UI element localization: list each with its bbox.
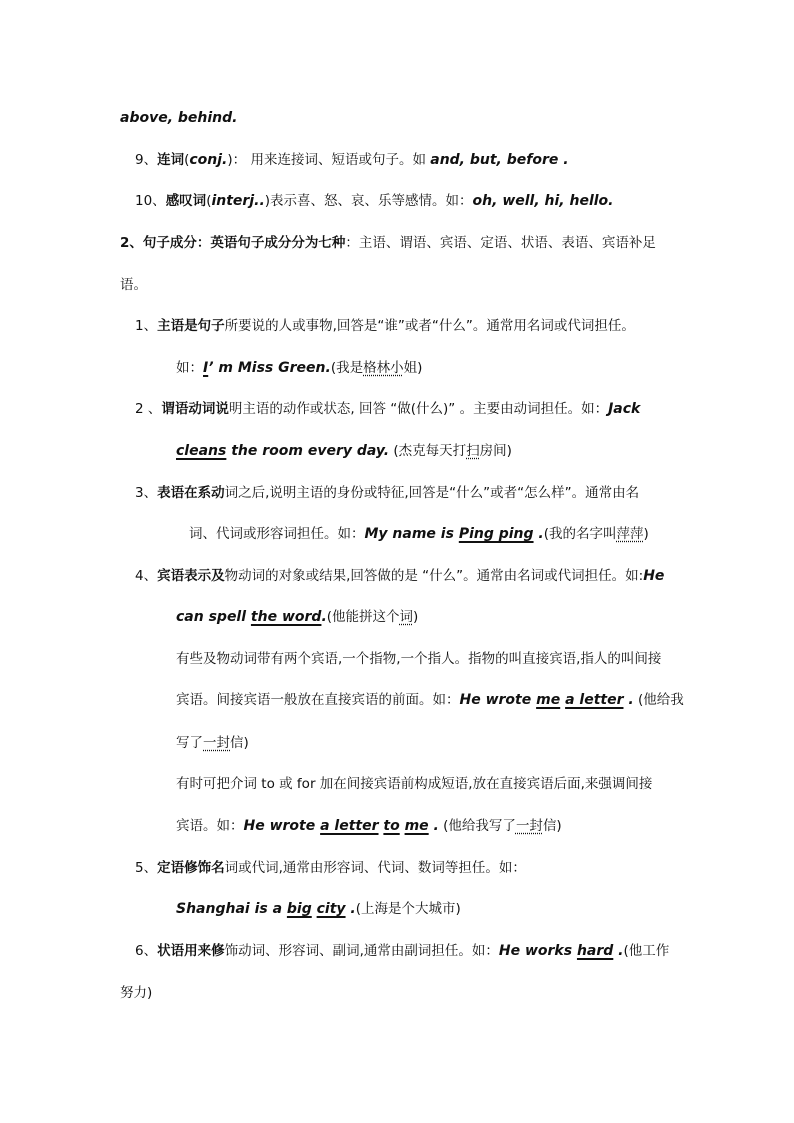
example-line-predicate [176,441,512,461]
definition-text: )： 用来连接词、短语或句子。如 [227,152,431,168]
text-line-conjunction [135,150,569,170]
underlined-indirect-object: me [404,818,429,834]
example-text: Shanghai is a [176,901,287,917]
underlined-object: the word [250,609,322,625]
text-line-preposition-object [176,774,652,794]
translation-text: (他给我写了 [438,818,516,834]
translation-text: (杰克每天打 [389,443,467,459]
example-prefix: 如： [176,360,203,376]
text-line-predicative [135,483,639,503]
example-text: ’ m Miss Green. [208,360,331,376]
definition-text: 明主语的动作或状态, 回答 “做(什么)” 。主要由动词担任。如： [228,401,609,417]
term-adverbial: 状语用来修 [157,943,225,959]
item-number: 5、 [135,860,158,876]
term-object: 宾语表示及 [157,568,225,584]
definition-text: )表示喜、怒、哀、乐等感情。如： [264,193,473,209]
paragraph-text: 宾语。间接宾语一般放在直接宾语的前面。如： [176,692,460,708]
underlined-predicative: Ping ping [458,526,534,542]
text-line-predicate [135,399,640,419]
example-text: the room every day. [226,443,390,459]
english-words: above, behind. [120,110,238,126]
item-number: 1、 [135,318,158,334]
translation-marked: 扫 [466,443,480,459]
underlined-noun: city [316,901,346,917]
paragraph-text: 有时可把介词 to 或 for 加在间接宾语前构成短语,放在直接宾语后面,来强调间接 [176,776,653,792]
translation-text: (他工作 [623,943,670,959]
underlined-direct-object: a letter [320,818,379,834]
example-period: . [533,526,544,542]
item-number: 2 、 [135,401,162,417]
translation-text: (上海是个大城市) [355,901,461,917]
translation-text: (他能拼这个 [326,609,400,625]
text-line-translation-wrap [176,733,249,753]
text-line-adverbial [135,941,669,961]
abbr-interj: interj.. [211,193,265,209]
item-number: 4、 [135,568,158,584]
example-text: He wrote [459,692,537,708]
section-heading: 2、句子成分：英语句子成分分为七种 [120,235,346,251]
underlined-subject: I [203,360,209,376]
example-text: and, but, before . [430,152,569,168]
example-text: He wrote [243,818,321,834]
example-period: . [345,901,356,917]
translation-text: 写了 [176,735,203,751]
example-text: He [643,568,665,584]
example-text: My name is [364,526,459,542]
translation-text: (他给我 [633,692,684,708]
example-text: He works [498,943,577,959]
section-heading-sentence-components [120,233,656,253]
translation-text-end: 房间) [479,443,512,459]
text-line-interjection [135,191,614,211]
example-line-preposition-object [176,816,562,836]
abbr-conj: conj. [189,152,228,168]
underlined-direct-object: a letter [565,692,624,708]
example-text: can spell [176,609,251,625]
example-line-object [176,607,418,627]
translation-text: (我的名字叫 [543,526,617,542]
term-attribute: 定语修饰名 [157,860,225,876]
translation-text: (我是 [330,360,364,376]
translation-marked: 格林小 [363,360,404,376]
translation-text-end: 努力) [120,985,153,1001]
underlined-preposition: to [383,818,400,834]
example-period: . [613,943,624,959]
definition-text: 词、代词或形容词担任。如： [189,526,365,542]
text-line-translation-wrap-2 [120,983,152,1003]
example-line-subject [176,358,422,378]
section-heading-list: ：主语、谓语、宾语、定语、状语、表语、宾语补足 [345,235,656,251]
translation-marked: 一封 [515,818,543,834]
term-predicate: 谓语动词说 [161,401,229,417]
translation-text-end: ) [643,526,649,542]
text-line-wrap [120,275,147,295]
example-period: . [428,818,439,834]
underlined-indirect-object: me [536,692,561,708]
item-number: 10、 [135,193,166,209]
example-period: . [623,692,634,708]
definition-text: 词之后,说明主语的身份或特征,回答是“什么”或者“怎么样”。通常由名 [224,485,640,501]
example-line-indirect-object [176,690,684,710]
definition-text: 所要说的人或事物,回答是“谁”或者“什么”。通常用名词或代词担任。 [224,318,635,334]
translation-marked: 词 [399,609,414,625]
example-line-predicative [189,524,649,544]
paren-open: ( [206,193,212,209]
underlined-predicate: cleans [176,443,227,459]
translation-marked: 萍萍 [616,526,644,542]
text-line-1 [120,108,238,128]
translation-text-end: 信) [542,818,562,834]
text-line-attribute [135,858,526,878]
term-interjection: 感叹词 [165,193,207,209]
item-number: 6、 [135,943,158,959]
underlined-attribute: big [286,901,312,917]
underlined-adverbial: hard [576,943,614,959]
paragraph-text: 宾语。如： [176,818,244,834]
definition-text: 词或代词,通常由形容词、代词、数词等担任。如： [224,860,526,876]
translation-text-end: 姐) [403,360,423,376]
example-line-attribute [176,899,461,919]
example-text: Jack [608,401,641,417]
example-period: . [321,609,327,625]
translation-text-end: ) [413,609,419,625]
item-number: 3、 [135,485,158,501]
example-text: oh, well, hi, hello. [472,193,614,209]
wrapped-text: 语。 [120,277,147,293]
paren-open: ( [184,152,190,168]
text-line-subject [135,316,635,336]
translation-text-end: 信) [230,735,249,751]
definition-text: 物动词的对象或结果,回答做的是 “什么”。通常由名词或代词担任。如: [224,568,644,584]
definition-text: 饰动词、形容词、副词,通常由副词担任。如： [224,943,499,959]
text-line-double-object [176,649,661,669]
translation-marked: 一封 [203,735,230,751]
term-predicative: 表语在系动 [157,485,225,501]
item-number: 9、 [135,152,158,168]
text-line-object [135,566,664,586]
term-conjunction: 连词 [157,152,185,168]
paragraph-text: 有些及物动词带有两个宾语,一个指物,一个指人。指物的叫直接宾语,指人的叫间接 [176,651,662,667]
term-subject: 主语是句子 [157,318,225,334]
